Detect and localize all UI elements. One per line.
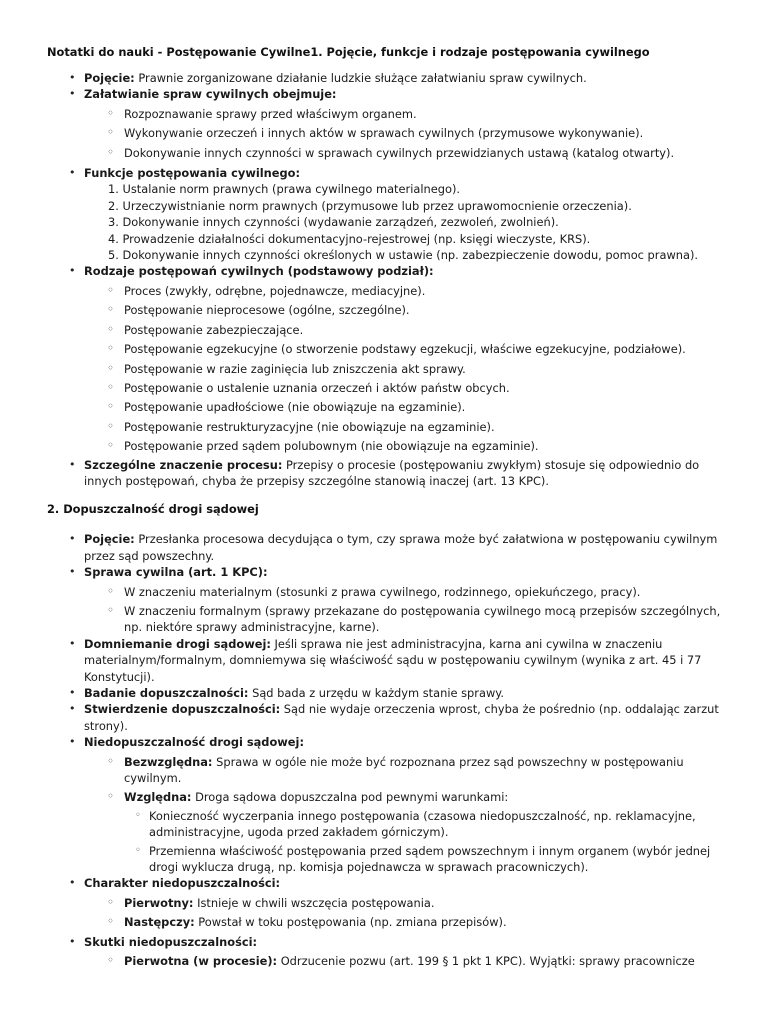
sub-list-item: ◦ Proces (zwykły, odrębne, pojednawcze, mediacyjne).	[84, 283, 728, 299]
item-label: Bezwzględna:	[124, 754, 213, 769]
numbered-item: 5. Dokonywanie innych czynności określonych w ustawie (np. zabezpieczenie dowodu, pomoc prawna).	[108, 248, 699, 263]
sub-list	[84, 584, 728, 636]
item-text: Jeśli sprawa nie jest administracyjna, karna ani cywilna w znaczeniu materialnym/formalnym, domniemywa się właściwość sądu w postępowaniu cywilnym (wynika z art. 45 i 77 Konstytucji).	[84, 636, 702, 684]
numbered-item: 4. Prowadzenie działalności dokumentacyjno-rejestrowej (np. księgi wieczyste, KRS).	[108, 231, 591, 246]
item-label: Skutki niedopuszczalności:	[84, 934, 258, 949]
sub-list-item: ◦ Postępowanie przed sądem polubownym (nie obowiązuje na egzaminie).	[84, 438, 728, 454]
sub-list-item: ◦ Postępowanie o ustalenie uznania orzeczeń i aktów państw obcych.	[84, 380, 728, 396]
sub-list-item: ◦ Postępowanie zabezpieczające.	[84, 322, 728, 338]
sub-list-item: ◦ Postępowanie egzekucyjne (o stworzenie podstawy egzekucji, właściwe egzekucyjne, podziałowe).	[84, 341, 728, 357]
sub-list	[84, 106, 728, 161]
list-item	[47, 934, 728, 970]
sub-list-item: ◦ W znaczeniu materialnym (stosunki z prawa cywilnego, rodzinnego, opiekuńczego, pracy).	[84, 584, 728, 600]
list-item	[47, 701, 728, 734]
item-label: Sprawa cywilna (art. 1 KPC):	[84, 565, 268, 580]
list-item	[47, 86, 728, 161]
sub-list-item	[84, 895, 728, 911]
sub-list-item: ◦ Dokonywanie innych czynności w sprawach cywilnych przewidzianych ustawą (katalog otwarty).	[84, 145, 728, 161]
numbered-item: 2. Urzeczywistnianie norm prawnych (przymusowe lub przez uprawomocnienie orzeczenia).	[108, 198, 632, 213]
sub-list-item	[84, 914, 728, 930]
sub-list	[84, 754, 728, 876]
numbered-item: 1. Ustalanie norm prawnych (prawa cywilnego materialnego).	[108, 182, 461, 197]
sub-list-item: ◦ Postępowanie nieprocesowe (ogólne, szczególne).	[84, 302, 728, 318]
item-label: Charakter niedopuszczalności:	[84, 876, 281, 891]
sub-list	[84, 953, 728, 969]
item-label: Pojęcie:	[84, 532, 135, 547]
numbered-list	[84, 181, 728, 263]
sub-list-item	[84, 953, 728, 969]
item-label: Względna:	[124, 790, 192, 805]
sub-list-item: ◦ Rozpoznawanie sprawy przed właściwym organem.	[84, 106, 728, 122]
sub-list-item	[84, 789, 728, 875]
item-label: Następczy:	[124, 915, 195, 930]
item-label: Badanie dopuszczalności:	[84, 686, 249, 700]
sub-list	[84, 283, 728, 455]
item-label: Załatwianie spraw cywilnych obejmuje:	[84, 87, 337, 102]
sub-list-item	[84, 754, 728, 787]
list-item	[47, 531, 728, 564]
item-text: Sprawa w ogóle nie może być rozpoznana przez sąd powszechny w postępowaniu cywilnym.	[124, 754, 684, 786]
list-item	[47, 457, 728, 490]
sub-sub-list-item: ◦ Przemienna właściwość postępowania przed sądem powszechnym i innym organem (wybór jednej drogi wyklucza drugą, np. komisja pojednawcza w sprawach pracowniczych).	[124, 843, 728, 876]
sub-list-item: ◦ Postępowanie restrukturyzacyjne (nie obowiązuje na egzaminie).	[84, 419, 728, 435]
item-label: Stwierdzenie dopuszczalności:	[84, 702, 281, 717]
list-item	[47, 70, 728, 86]
list-item	[47, 165, 728, 263]
numbered-item: 3. Dokonywanie innych czynności (wydawanie zarządzeń, zezwoleń, zwolnień).	[108, 215, 559, 230]
list-item	[47, 564, 728, 636]
list-item	[47, 263, 728, 454]
sub-list-item: ◦ Wykonywanie orzeczeń i innych aktów w sprawach cywilnych (przymusowe wykonywanie).	[84, 125, 728, 141]
sub-sub-list	[124, 808, 728, 876]
sub-list-item: ◦ Postępowanie upadłościowe (nie obowiązuje na egzaminie).	[84, 399, 728, 415]
item-label: Pojęcie:	[84, 71, 135, 85]
item-text: Istnieje w chwili wszczęcia postępowania.	[193, 895, 435, 910]
item-text: Przepisy o procesie (postępowaniu zwykłym) stosuje się odpowiednio do innych postępowań, chyba że przepisy szczególne stanowią inaczej (art. 13 KPC).	[84, 457, 700, 488]
item-text: Sąd nie wydaje orzeczenia wprost, chyba że pośrednio (np. oddalając zarzut strony).	[84, 702, 719, 733]
item-label: Pierwotna (w procesie):	[124, 954, 278, 969]
section-heading: 2. Dopuszczalność drogi sądowej	[47, 502, 259, 517]
list-item	[47, 636, 728, 685]
section-1-list	[47, 70, 728, 489]
item-label: Rodzaje postępowań cywilnych (podstawowy podział):	[84, 264, 434, 279]
list-item	[47, 734, 728, 875]
item-label: Niedopuszczalność drogi sądowej:	[84, 735, 304, 750]
sub-sub-list-item: ◦ Konieczność wyczerpania innego postępowania (czasowa niedopuszczalność, np. reklamacyjne, administracyjne, ugoda przed zakładem górniczym).	[124, 808, 728, 841]
sub-list	[84, 895, 728, 931]
item-text: Powstał w toku postępowania (np. zmiana przepisów).	[194, 915, 507, 930]
list-item	[47, 875, 728, 930]
list-item	[47, 685, 728, 701]
item-text: Prawnie zorganizowane działanie ludzkie służące załatwianiu spraw cywilnych.	[134, 71, 587, 85]
item-label: Pierwotny:	[124, 895, 194, 910]
document-title: Notatki do nauki - Postępowanie Cywilne1. Pojęcie, funkcje i rodzaje postępowania cywilnego	[47, 45, 650, 59]
item-text: Odrzucenie pozwu (art. 199 § 1 pkt 1 KPC). Wyjątki: sprawy pracownicze	[277, 954, 695, 969]
item-label: Domniemanie drogi sądowej:	[84, 636, 271, 651]
section-2-list	[47, 531, 728, 969]
item-text: Droga sądowa dopuszczalna pod pewnymi warunkami:	[191, 790, 509, 805]
item-label: Szczególne znaczenie procesu:	[84, 457, 283, 472]
sub-list-item: ◦ W znaczeniu formalnym (sprawy przekazane do postępowania cywilnego mocą przepisów szczególnych, np. niektóre sprawy administracyjne, karne).	[84, 603, 728, 636]
item-label: Funkcje postępowania cywilnego:	[84, 166, 301, 181]
item-text: Przesłanka procesowa decydująca o tym, czy sprawa może być załatwiona w postępowaniu cywilnym przez sąd powszechny.	[84, 532, 718, 563]
item-text: Sąd bada z urzędu w każdym stanie sprawy.	[248, 686, 505, 700]
sub-list-item: ◦ Postępowanie w razie zaginięcia lub zniszczenia akt sprawy.	[84, 361, 728, 377]
